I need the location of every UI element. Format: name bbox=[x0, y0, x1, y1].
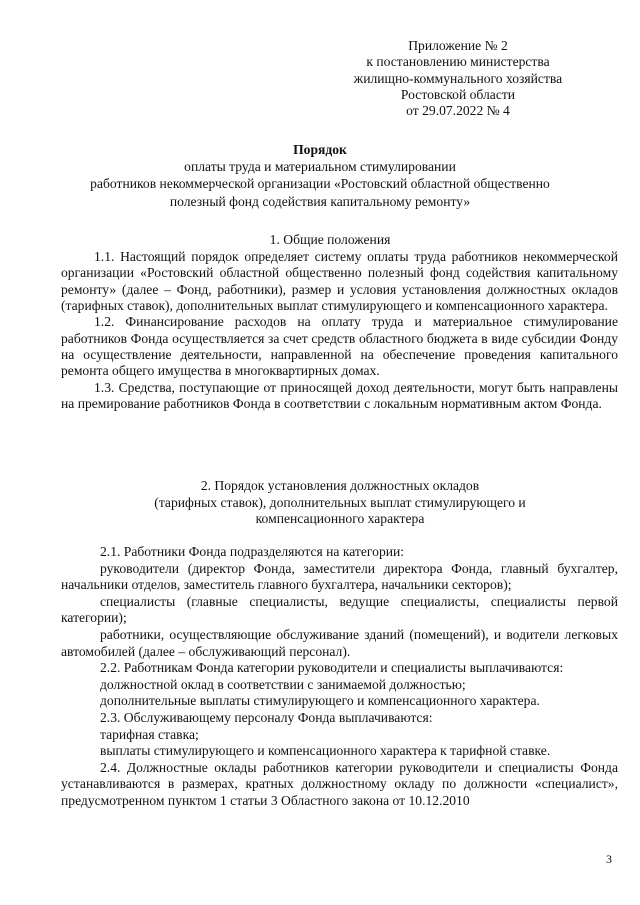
section-1-heading: 1. Общие положения bbox=[269, 232, 391, 247]
appendix-line: Приложение № 2 bbox=[408, 38, 508, 53]
appendix-line: Ростовской области bbox=[400, 86, 516, 102]
title-line: оплаты труда и материальном стимулировании bbox=[184, 159, 456, 175]
paragraph: 1.2. Финансирование расходов на оплату труда и материальное стимулирование работников Фонда осуществляется за счет средств областного бюджета в виде субсидии Фонду на осуществление деятельности, направленной на обеспечение проведения капитального ремонта общего имущества в многоквартирных домах. bbox=[61, 314, 618, 379]
title-heading: Порядок bbox=[293, 142, 347, 157]
section-2-heading-line: (тарифных ставок), дополнительных выплат стимулирующего и bbox=[154, 494, 526, 510]
paragraph: дополнительные выплаты стимулирующего и компенсационного характера. bbox=[100, 693, 540, 709]
title-line: полезный фонд содействия капитальному ремонту» bbox=[169, 193, 471, 209]
paragraph: 1.3. Средства, поступающие от приносящей доход деятельности, могут быть направлены на премирование работников Фонда в соответствии с локальным нормативным актом Фонда. bbox=[61, 379, 618, 412]
page-number: 3 bbox=[606, 852, 612, 866]
paragraph: выплаты стимулирующего и компенсационного характера к тарифной ставке. bbox=[100, 743, 551, 759]
section-2-heading-line: компенсационного характера bbox=[255, 511, 425, 527]
paragraph: 2.3. Обслуживающему персоналу Фонда выплачиваются: bbox=[100, 709, 433, 725]
paragraph: 1.1. Настоящий порядок определяет систему оплаты труда работников некоммерческой организации «Ростовский областной общественно полезный фонд содействия капитальному ремонту» (далее – Фонд, работники), размер и условия установления должностных окладов (тарифных ставок), дополнительных выплат стимулирующего и компенсационного характера. bbox=[61, 249, 618, 314]
appendix-line: от 29.07.2022 № 4 bbox=[406, 103, 510, 119]
title-line: работников некоммерческой организации «Ростовский областной общественно bbox=[90, 176, 550, 192]
section-2-heading bbox=[60, 478, 620, 528]
appendix-header bbox=[352, 38, 564, 119]
appendix-line: к постановлению министерства bbox=[366, 54, 550, 70]
paragraph: 2.2. Работникам Фонда категории руководители и специалисты выплачиваются: bbox=[100, 660, 564, 676]
paragraph: тарифная ставка; bbox=[100, 726, 199, 742]
paragraph: руководители (директор Фонда, заместители директора Фонда, главный бухгалтер, начальники отделов, заместитель главного бухгалтера, начальники секторов); bbox=[61, 560, 618, 593]
paragraph: должностной оклад в соответствии с занимаемой должностью; bbox=[100, 676, 466, 692]
section-2-body bbox=[61, 544, 618, 810]
document-title bbox=[60, 141, 580, 210]
section-1-body bbox=[61, 249, 618, 412]
paragraph: работники, осуществляющие обслуживание зданий (помещений), и водители легковых автомобилей (далее – обслуживающий персонал). bbox=[61, 626, 618, 659]
paragraph: 2.4. Должностные оклады работников категории руководители и специалисты Фонда устанавливаются в размерах, кратных должностному окладу по должности «специалист», предусмотренном пунктом 1 статьи 3 Областного закона от 10.12.2010 bbox=[61, 759, 618, 808]
paragraph: специалисты (главные специалисты, ведущие специалисты, специалисты первой категории); bbox=[61, 593, 618, 626]
appendix-line: жилищно-коммунального хозяйства bbox=[353, 70, 563, 86]
paragraph: 2.1. Работники Фонда подразделяются на категории: bbox=[100, 544, 405, 559]
section-2-heading-line: 2. Порядок установления должностных окладов bbox=[200, 478, 480, 493]
